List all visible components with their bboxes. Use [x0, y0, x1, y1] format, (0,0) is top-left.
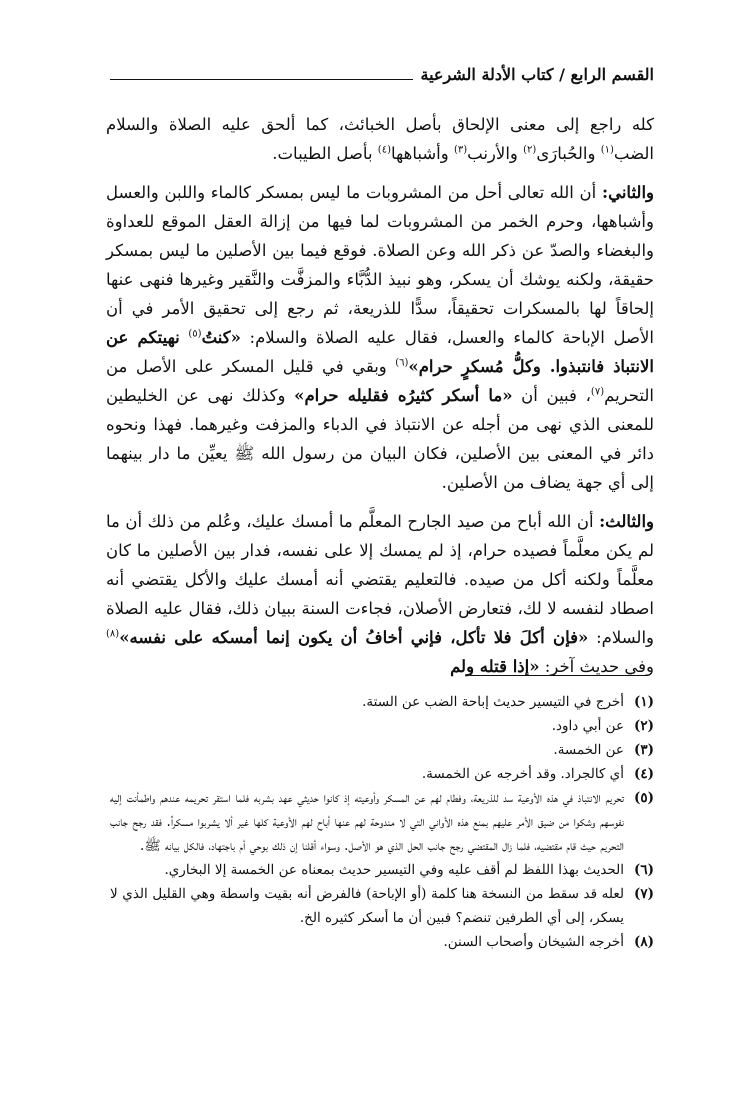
- footnote-ref-6: (٦): [395, 357, 409, 369]
- p2-quote-1b: نهيتكم عن الانتباذ فانتبذوا. وكلُّ مُسكرٍ حرام»: [106, 328, 654, 376]
- main-text: [106, 110, 654, 691]
- footnote-number: (٣): [633, 742, 654, 758]
- paragraph-3: [106, 507, 654, 681]
- footnote-text: أخرج في التيسير حديث إباحة الضب عن الستة.: [362, 694, 624, 710]
- footnote-number: (٥): [633, 790, 654, 806]
- footnote-ref-7: (٧): [590, 386, 605, 398]
- p1-text-e: بأصل الطيبات.: [272, 144, 373, 163]
- footnote-7: [110, 882, 654, 930]
- footnote-ref-2: (٢): [523, 144, 537, 156]
- p2-text-d: وكذلك نهى عن الخليطين للمعنى الذي نهى من أجله عن الانتباذ في الدباء والمزفت وغيرهما. فهذا ونحوه دائر في المعنى بين الأصلين، فكان البيان من رسول الله ﷺ يعيِّن ما دار بينهما إلى أي جهة يضاف من الأصلين.: [106, 386, 654, 492]
- footnote-text: الحديث بهذا اللفظ لم أقف عليه وفي التيسير حديث بمعناه عن الخمسة إلا البخاري.: [164, 862, 624, 878]
- paragraph-1: [106, 110, 654, 168]
- p2-text-c: ، فبين أن: [521, 386, 591, 405]
- footnote-5: [110, 786, 654, 858]
- footnote-ref-3: (٣): [453, 144, 468, 156]
- footnote-number: (٦): [633, 862, 654, 878]
- footnote-ref-8: (٨): [106, 628, 120, 640]
- footnote-text: عن الخمسة.: [553, 742, 624, 758]
- p3-text-b: وفي حديث آخر:: [544, 657, 654, 676]
- header-rule: [110, 79, 413, 80]
- footnote-2: [110, 714, 654, 738]
- p3-lead: والثالث:: [599, 512, 654, 531]
- footnotes: [110, 690, 654, 954]
- footnote-ref-5: (٥): [188, 328, 202, 340]
- footnote-separator: [470, 675, 648, 676]
- footnote-number: (٤): [633, 766, 654, 782]
- footnote-number: (٢): [633, 718, 654, 734]
- p2-quote-1: «كنتُ: [201, 328, 241, 347]
- p2-text-a: أن الله تعالى أحل من المشروبات ما ليس بمسكر كالماء واللبن والعسل وأشباهها، وحرم الخمر من المشروبات لما فيها من إزالة العقل الموقع للعداوة والبغضاء والصدّ عن ذكر الله وعن الصلاة. فوقع فيما بين الأصلين ما ليس بمسكر حقيقة، ولكنه يوشك أن يسكر، وهو نبيذ الدُّبَّاء والمزفَّت والنَّقير وغيرها فنهى عنها إلحاقاً لها بالمسكرات تحقيقاً، سدًّا للذريعة، ثم رجع إلى تحقيق الأمر في أن الأصل الإباحة كالماء والعسل، فقال عليه الصلاة والسلام:: [106, 183, 654, 347]
- p2-text-b: وبقي في قليل المسكر على الأصل من التحريم: [106, 357, 655, 405]
- p1-text-b: والحُبارَى: [536, 144, 596, 163]
- footnote-text: تحريم الانتباذ في هذه الأوعية سد للذريعة، وفطام لهم عن المسكر وأوعيته إذ كانوا حديثي عهد بشربه فلما استقر تحريمه عندهم واطمأنت إليه نفوسهم وشكوا من ضيق الأمر عليهم بمنع هذه الأواني التي لا مندوحة لهم عنها أباح لهم الأوعية كلها غير ألا يشربوا مسكراً. فقد رجح جانب التحريم حيث قام مقتضيه، فلما زال المقتضي رجح جانب الحل الذي هو الأصل. وسواء أقلنا إن ذلك بوحي أم باجتهاد، فالكل بيانه ﷺ.: [110, 790, 624, 854]
- footnote-text: أخرجه الشيخان وأصحاب السنن.: [443, 934, 624, 950]
- footnote-4: [110, 762, 654, 786]
- footnote-ref-1: (١): [600, 144, 614, 156]
- footnote-6: [110, 858, 654, 882]
- p2-lead: والثاني:: [601, 183, 655, 202]
- p1-text-c: والأرنب: [467, 144, 518, 163]
- footnote-number: (٨): [633, 934, 654, 950]
- footnote-text: عن أبي داود.: [551, 718, 624, 734]
- running-header: [110, 62, 654, 84]
- p3-quote-2: «إذا قتله ولم: [450, 657, 540, 676]
- footnote-text: لعله قد سقط من النسخة هنا كلمة (أو الإباحة) فالفرض أنه بقيت واسطة وهي القليل الذي لا يسكر، إلى أي الطرفين تنضم؟ فبين أن ما أسكر كثيره الخ.: [110, 886, 624, 926]
- footnote-number: (٧): [633, 886, 654, 902]
- p3-quote-1: «فإن أكلَ فلا تأكل، فإني أخافُ أن يكون إنما أمسكه على نفسه»: [119, 628, 589, 647]
- p1-text-d: وأشباهها: [390, 144, 449, 163]
- footnote-number: (١): [633, 694, 654, 710]
- footnote-text: أي كالجراد. وقد أخرجه عن الخمسة.: [421, 766, 624, 782]
- p1-text-a: كله راجع إلى معنى الإلحاق بأصل الخبائث، كما ألحق عليه الصلاة والسلام الضب: [106, 115, 654, 163]
- footnote-8: [110, 930, 654, 954]
- footnote-3: [110, 738, 654, 762]
- p2-quote-2: «ما أسكر كثيرُه فقليله حرام»: [294, 386, 513, 405]
- p3-text-a: أن الله أباح من صيد الجارح المعلَّم ما أمسك عليك، وعُلم من ذلك أن ما لم يكن معلَّماً فصيده حرام، إذ لم يمسك إلا على نفسه، فدار بين الأصلين ما كان معلَّماً ولكنه أكل من صيده. فالتعليم يقتضي أنه أمسك عليك والأكل يقتضي أنه اصطاد لنفسه لا لك، فتعارض الأصلان، فجاءت السنة ببيان ذلك، فقال عليه الصلاة والسلام:: [106, 512, 654, 647]
- footnote-1: [110, 690, 654, 714]
- paragraph-2: [106, 178, 654, 497]
- header-title: القسم الرابع / كتاب الأدلة الشرعية: [420, 65, 654, 84]
- footnote-ref-4: (٤): [377, 144, 391, 156]
